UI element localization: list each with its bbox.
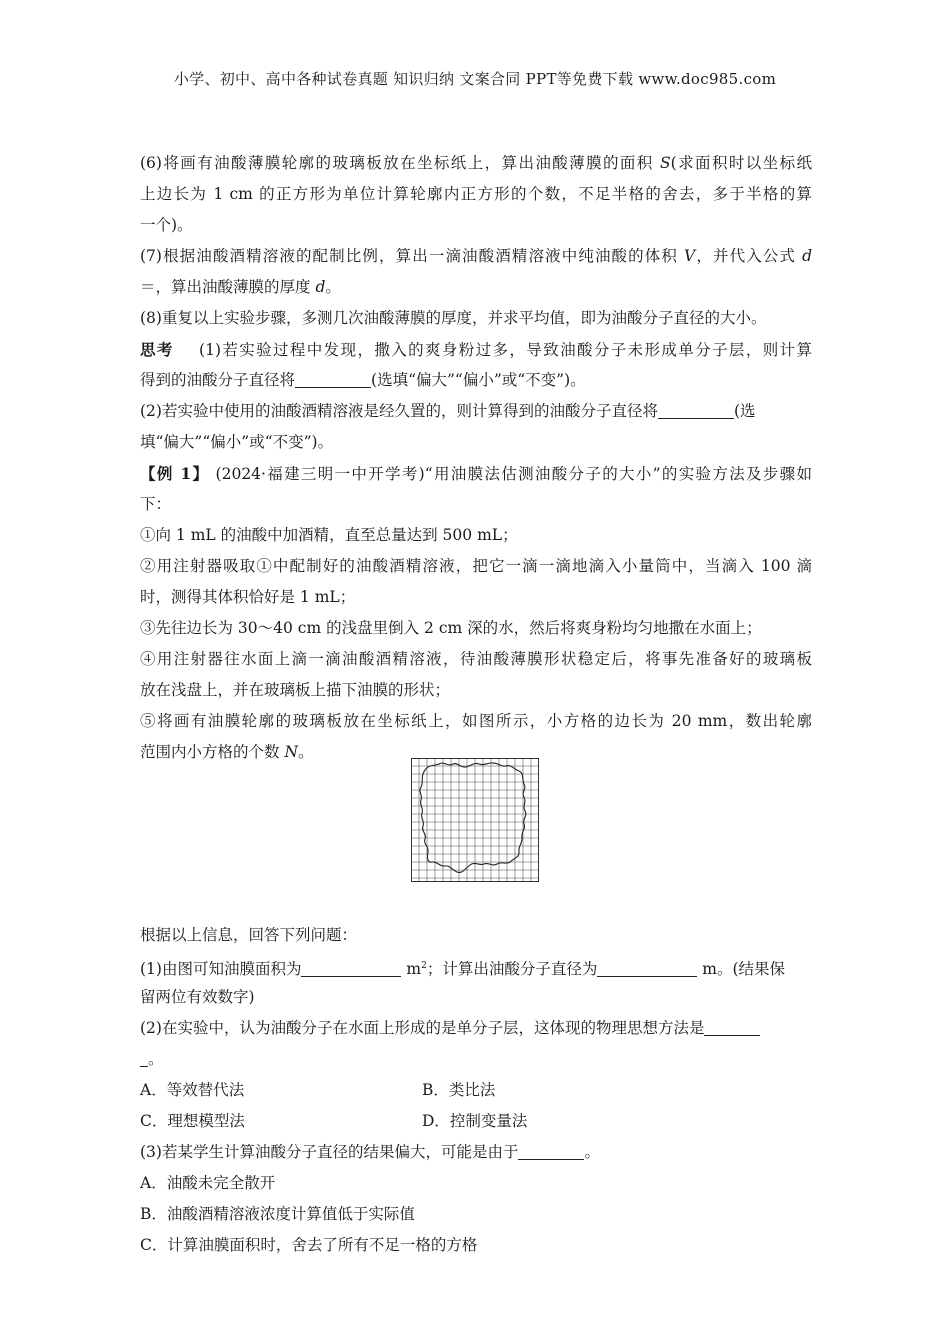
answer-blank[interactable]: [518, 1141, 584, 1160]
step-7-line-2: ＝，算出油酸薄膜的厚度 d。: [140, 278, 341, 296]
oil-film-outline: [420, 763, 526, 873]
option-c[interactable]: C．理想模型法: [140, 1112, 245, 1130]
oil-film-grid-figure: [411, 758, 539, 882]
answer-blank[interactable]: [658, 400, 734, 419]
think-q1-line-1: 思考 (1)若实验过程中发现，撒入的爽身粉过多，导致油酸分子未形成单分子层，则计算: [140, 340, 812, 359]
step-7-line-1: (7)根据油酸酒精溶液的配制比例，算出一滴油酸酒精溶液中纯油酸的体积 V，并代入公式 d: [140, 247, 812, 265]
question-3-option-c[interactable]: C．计算油膜面积时，舍去了所有不足一格的方格: [140, 1236, 478, 1254]
example-step-4-line-2: 放在浅盘上，并在玻璃板上描下油膜的形状；: [140, 681, 451, 699]
question-1-line-2: 留两位有效数字): [140, 988, 255, 1006]
answer-blank-continued[interactable]: [140, 1048, 148, 1067]
question-3-line-1: (3)若某学生计算油酸分子直径的结果偏大，可能是由于 。: [140, 1143, 600, 1161]
example-step-5-line-1: ⑤将画有油膜轮廓的玻璃板放在坐标纸上，如图所示，小方格的边长为 20 mm，数出轮廓: [140, 712, 812, 730]
step-6-line-2: 上边长为 1 cm 的正方形为单位计算轮廓内正方形的个数，不足半格的舍去，多于半格的算: [140, 185, 812, 203]
step-6-line-1: (6)将画有油酸薄膜轮廓的玻璃板放在坐标纸上，算出油酸薄膜的面积 S(求面积时以坐标纸: [140, 154, 812, 172]
document-body: [140, 148, 812, 1261]
think-q2-line-2: 填“偏大”“偏小”或“不变”)。: [140, 433, 334, 451]
step-8: (8)重复以上实验步骤，多测几次油酸薄膜的厚度，并求平均值，即为油酸分子直径的大小。: [140, 309, 767, 327]
answer-blank[interactable]: [301, 958, 401, 977]
example-step-2-line-2: 时，测得其体积恰好是 1 mL；: [140, 588, 356, 606]
option-a[interactable]: A．等效替代法: [140, 1081, 245, 1099]
option-d[interactable]: D．控制变量法: [422, 1112, 528, 1130]
option-b[interactable]: B．类比法: [422, 1081, 496, 1099]
think-label: 思考: [140, 340, 174, 359]
question-3-option-b[interactable]: B．油酸酒精溶液浓度计算值低于实际值: [140, 1205, 415, 1223]
example-step-4-line-1: ④用注射器往水面上滴一滴油酸酒精溶液，待油酸薄膜形状稳定后，将事先准备好的玻璃板: [140, 650, 812, 668]
question-3-option-a[interactable]: A．油酸未完全散开: [140, 1174, 276, 1192]
example-step-3: ③先往边长为 30～40 cm 的浅盘里倒入 2 cm 深的水，然后将爽身粉均匀地撒在水面上；: [140, 619, 762, 637]
example-step-2-line-1: ②用注射器吸取①中配制好的油酸酒精溶液，把它一滴一滴地滴入小量筒中，当滴入 100 滴: [140, 557, 812, 575]
answer-blank[interactable]: [597, 958, 697, 977]
question-2-options-row-2: [140, 1106, 812, 1137]
question-2-options-row-1: [140, 1075, 812, 1106]
example-step-1: ①向 1 mL 的油酸中加酒精，直至总量达到 500 mL；: [140, 526, 518, 544]
think-q2-line-1: (2)若实验中使用的油酸酒精溶液是经久置的，则计算得到的油酸分子直径将 (选: [140, 402, 756, 420]
step-6-line-3: 一个)。: [140, 216, 193, 234]
answer-blank[interactable]: [295, 369, 371, 388]
example-intro-line-2: 下：: [140, 495, 172, 513]
question-2-line-2: 。: [140, 1044, 812, 1075]
question-2-line-1: (2)在实验中，认为油酸分子在水面上形成的是单分子层，这体现的物理思想方法是: [140, 1013, 812, 1044]
page-header: 小学、初中、高中各种试卷真题 知识归纳 文案合同 PPT等免费下载 www.doc985.com: [173, 70, 777, 88]
question-1-line-1: (1)由图可知油膜面积为 $m^2$；计算出油酸分子直径为 m。(结果保: [140, 960, 786, 978]
example-intro-line-1: 【例 1】 (2024·福建三明一中开学考)“用油膜法估测油酸分子的大小”的实验方法及步骤如: [140, 464, 812, 483]
answer-blank[interactable]: [704, 1017, 760, 1036]
example-step-5-line-2: 范围内小方格的个数 N。: [140, 743, 314, 761]
example-label: 【例 1】: [140, 464, 210, 483]
questions-lead: 根据以上信息，回答下列问题：: [140, 926, 358, 944]
think-q1-line-2: 得到的油酸分子直径将 (选填“偏大”“偏小”或“不变”)。: [140, 371, 586, 389]
